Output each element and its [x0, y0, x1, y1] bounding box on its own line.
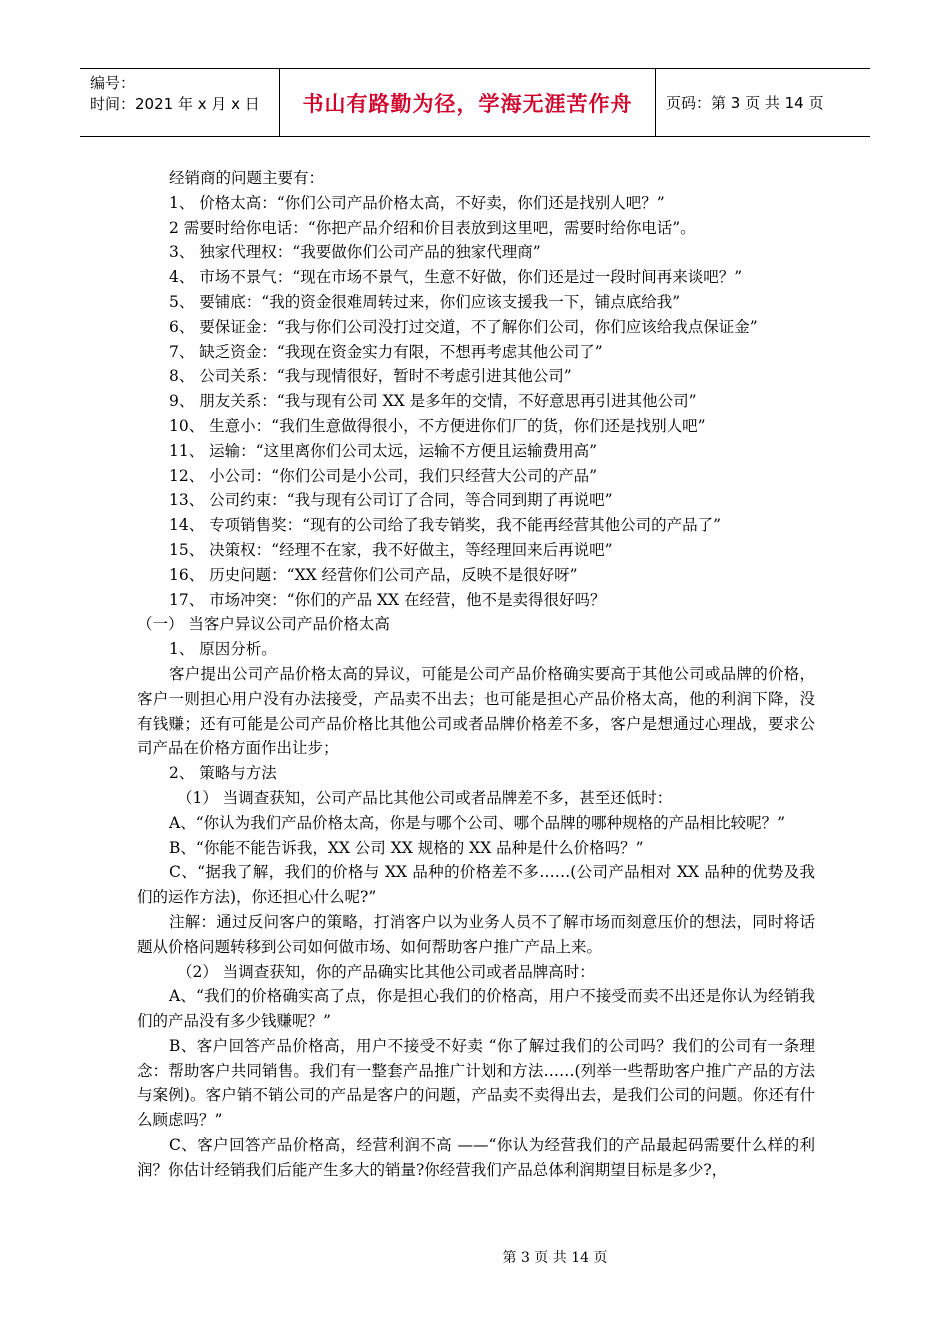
paragraph: A、“我们的价格确实高了点，你是担心我们的价格高，用户不接受而卖不出还是你认为经销我们的产品没有多少钱赚呢？” — [137, 987, 815, 1031]
paragraph: 12、 小公司：“你们公司是小公司，我们只经营大公司的产品” — [169, 466, 598, 485]
paragraph: 客户提出公司产品价格太高的异议，可能是公司产品价格确实要高于其他公司或品牌的价格，客户一则担心用户没有办法接受，产品卖不出去；也可能是担心产品价格太高，他的利润下降，没有钱赚；还有可能是公司产品价格比其他公司或者品牌价格差不多，客户是想通过心理战，要求公司产品在价格方面作出让步； — [137, 664, 815, 758]
header-meta — [80, 69, 280, 136]
paragraph: 注解：通过反问客户的策略，打消客户以为业务人员不了解市场而刻意压价的想法，同时将话题从价格问题转移到公司如何做市场、如何帮助客户推广产品上来。 — [137, 912, 815, 956]
page-footer: 第 3 页 共 14 页 — [502, 1250, 608, 1266]
header-motto: 书山有路勤为径，学海无涯苦作舟 — [280, 69, 656, 136]
paragraph: 1、 价格太高：“你们公司产品价格太高，不好卖，你们还是找别人吧？” — [169, 193, 665, 212]
paragraph: C、“据我了解，我们的价格与 XX 品种的价格差不多……(公司产品相对 XX 品种的优势及我们的运作方法)，你还担心什么呢?” — [137, 863, 815, 907]
paragraph: 11、 运输：“这里离你们公司太远，运输不方便且运输费用高” — [169, 441, 598, 460]
paragraph: B、客户回答产品价格高，用户不接受不好卖 “你了解过我们的公司吗？我们的公司有一条理念：帮助客户共同销售。我们有一整套产品推广计划和方法……(列举一些帮助客户推广产品的方法与案例)。客户销不销公司的产品是客户的问题，产品卖不卖得出去，是我们公司的问题。你还有什么顾虑吗？” — [137, 1036, 815, 1130]
paragraph: 1、 原因分析。 — [169, 640, 277, 659]
paragraph: （一） 当客户异议公司产品价格太高 — [137, 615, 390, 634]
paragraph: 6、 要保证金：“我与你们公司没打过交道，不了解你们公司，你们应该给我点保证金” — [169, 317, 758, 336]
paragraph: 5、 要铺底：“我的资金很难周转过来，你们应该支援我一下，铺点底给我” — [169, 292, 681, 311]
paragraph: 9、 朋友关系：“我与现有公司 XX 是多年的交情，不好意思再引进其他公司” — [169, 392, 697, 411]
paragraph: 4、 市场不景气：“现在市场不景气，生意不好做，你们还是过一段时间再来谈吧？” — [169, 268, 743, 287]
paragraph: B、“你能不能告诉我，XX 公司 XX 规格的 XX 品种是什么价格吗？” — [169, 838, 644, 857]
document-date-label: 时间：2021 年 x 月 x 日 — [90, 95, 260, 113]
paragraph: 13、 公司约束：“我与现有公司订了合同，等合同到期了再说吧” — [169, 491, 613, 510]
paragraph: 14、 专项销售奖：“现有的公司给了我专销奖，我不能再经营其他公司的产品了” — [169, 516, 722, 535]
paragraph: 8、 公司关系：“我与现情很好，暂时不考虑引进其他公司” — [169, 367, 572, 386]
paragraph: （1） 当调查获知，公司产品比其他公司或者品牌差不多，甚至还低时： — [177, 788, 673, 807]
paragraph: C、客户回答产品价格高，经营利润不高 ——“你认为经营我们的产品最起码需要什么样的利润？你估计经销我们后能产生多大的销量?你经营我们产品总体利润期望目标是多少?， — [137, 1136, 815, 1179]
paragraph: 2 需要时给你电话：“你把产品介绍和价目表放到这里吧，需要时给你电话”。 — [169, 218, 696, 237]
paragraph: 10、 生意小：“我们生意做得很小，不方便进你们厂的货，你们还是找别人吧” — [169, 416, 706, 435]
paragraph: A、“你认为我们产品价格太高，你是与哪个公司、哪个品牌的哪种规格的产品相比较呢？” — [169, 813, 786, 832]
paragraph: 17、 市场冲突：“你们的产品 XX 在经营，他不是卖得很好吗？ — [169, 590, 606, 609]
paragraph: 经销商的问题主要有： — [169, 169, 325, 187]
paragraph: 16、 历史问题：“XX 经营你们公司产品，反映不是很好呀” — [169, 565, 578, 584]
paragraph: （2） 当调查获知，你的产品确实比其他公司或者品牌高时： — [177, 962, 595, 981]
paragraph: 2、 策略与方法 — [169, 764, 277, 783]
paragraph: 7、 缺乏资金：“我现在资金实力有限，不想再考虑其他公司了” — [169, 342, 603, 361]
page-header — [80, 68, 870, 137]
header-page-indicator: 页码：第 3 页 共 14 页 — [666, 94, 824, 112]
document-body — [137, 166, 815, 1183]
document-number-label: 编号： — [90, 74, 136, 92]
paragraph: 3、 独家代理权：“我要做你们公司产品的独家代理商” — [169, 243, 541, 262]
paragraph: 15、 决策权：“经理不在家，我不好做主，等经理回来后再说吧” — [169, 540, 613, 559]
